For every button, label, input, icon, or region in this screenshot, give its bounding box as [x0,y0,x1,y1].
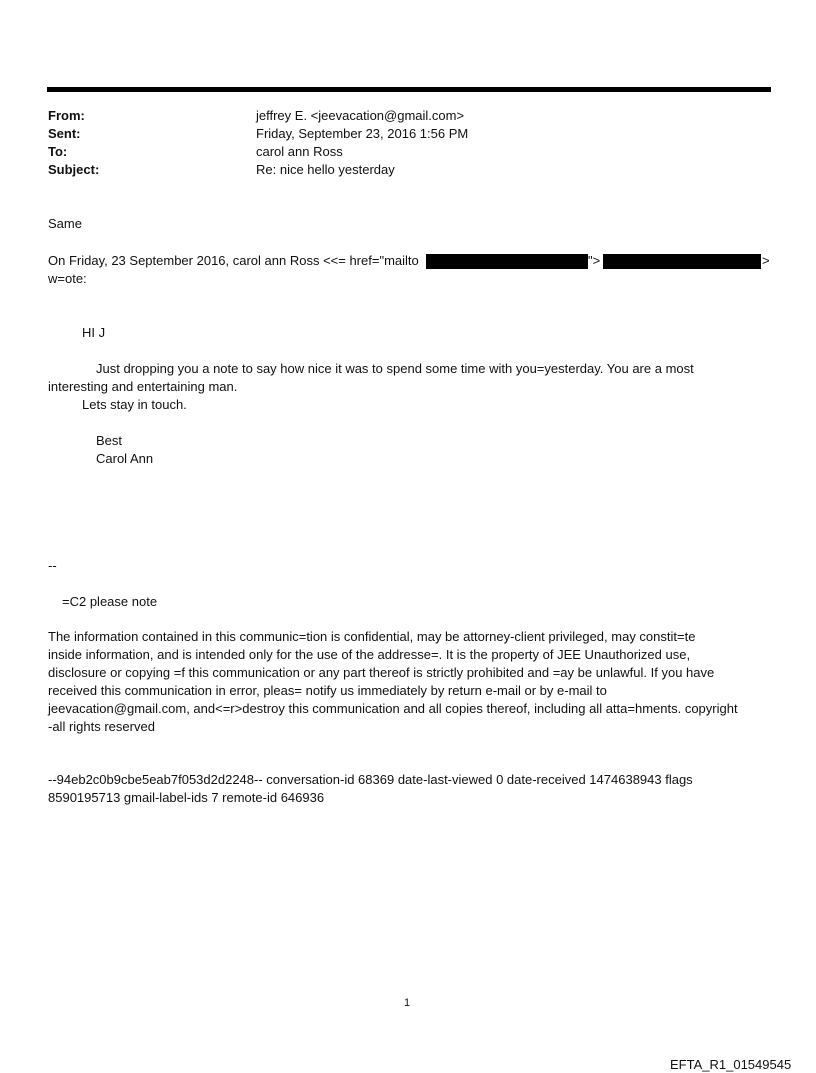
redaction-box [603,254,761,269]
from-value: jeffrey E. <jeevacation@gmail.com> [256,108,465,123]
disclaimer-line: -all rights reserved [48,719,155,734]
paragraph-line: interesting and entertaining man. [48,379,238,394]
to-label: To: [48,144,68,159]
page-number: 1 [404,997,411,1009]
paragraph-line: Lets stay in touch. [82,397,187,412]
subject-value: Re: nice hello yesterday [256,162,395,177]
meta-line: --94eb2c0b9cbe5eab7f053d2d2248-- conversation-id 68369 date-last-viewed 0 date-received 1474638943 flags [48,772,693,787]
quote-intro-b: "> [588,253,601,268]
disclaimer-line: disclosure or copying =f this communication or any part thereof is strictly prohibited and =ay be unlawful. If you have [48,665,715,680]
disclaimer-line: inside information, and is intended only for the use of the addresse=. It is the property of JEE Unauthorized use, [48,647,691,662]
please-note: =C2 please note [62,594,158,609]
separator: -- [48,558,57,573]
quote-intro-c: > [762,253,770,268]
signoff: Best [96,433,123,448]
sent-value: Friday, September 23, 2016 1:56 PM [256,126,469,141]
paragraph-line: Just dropping you a note to say how nice it was to spend some time with you=yesterday. You are a most [96,361,694,376]
meta-line: 8590195713 gmail-label-ids 7 remote-id 646936 [48,790,325,805]
from-label: From: [48,108,85,123]
quote-intro-a: On Friday, 23 September 2016, carol ann Ross <<= href="mailto [48,253,419,268]
disclaimer-line: The information contained in this communic=tion is confidential, may be attorney-client privileged, may constit=te [48,629,696,644]
signature: Carol Ann [96,451,154,466]
header-rule [47,87,771,92]
disclaimer-line: received this communication in error, pleas= notify us immediately by return e-mail or by e-mail to [48,683,607,698]
greeting: HI J [82,325,106,340]
subject-label: Subject: [48,162,100,177]
sent-label: Sent: [48,126,81,141]
bates-number: EFTA_R1_01549545 [670,1057,792,1072]
disclaimer-line: jeevacation@gmail.com, and<=r>destroy this communication and all copies thereof, including all atta=hments. copyright [48,701,738,716]
to-value: carol ann Ross [256,144,343,159]
redaction-box [426,254,588,269]
reply-text: Same [48,216,82,231]
quote-intro-line2: w=ote: [48,271,87,286]
